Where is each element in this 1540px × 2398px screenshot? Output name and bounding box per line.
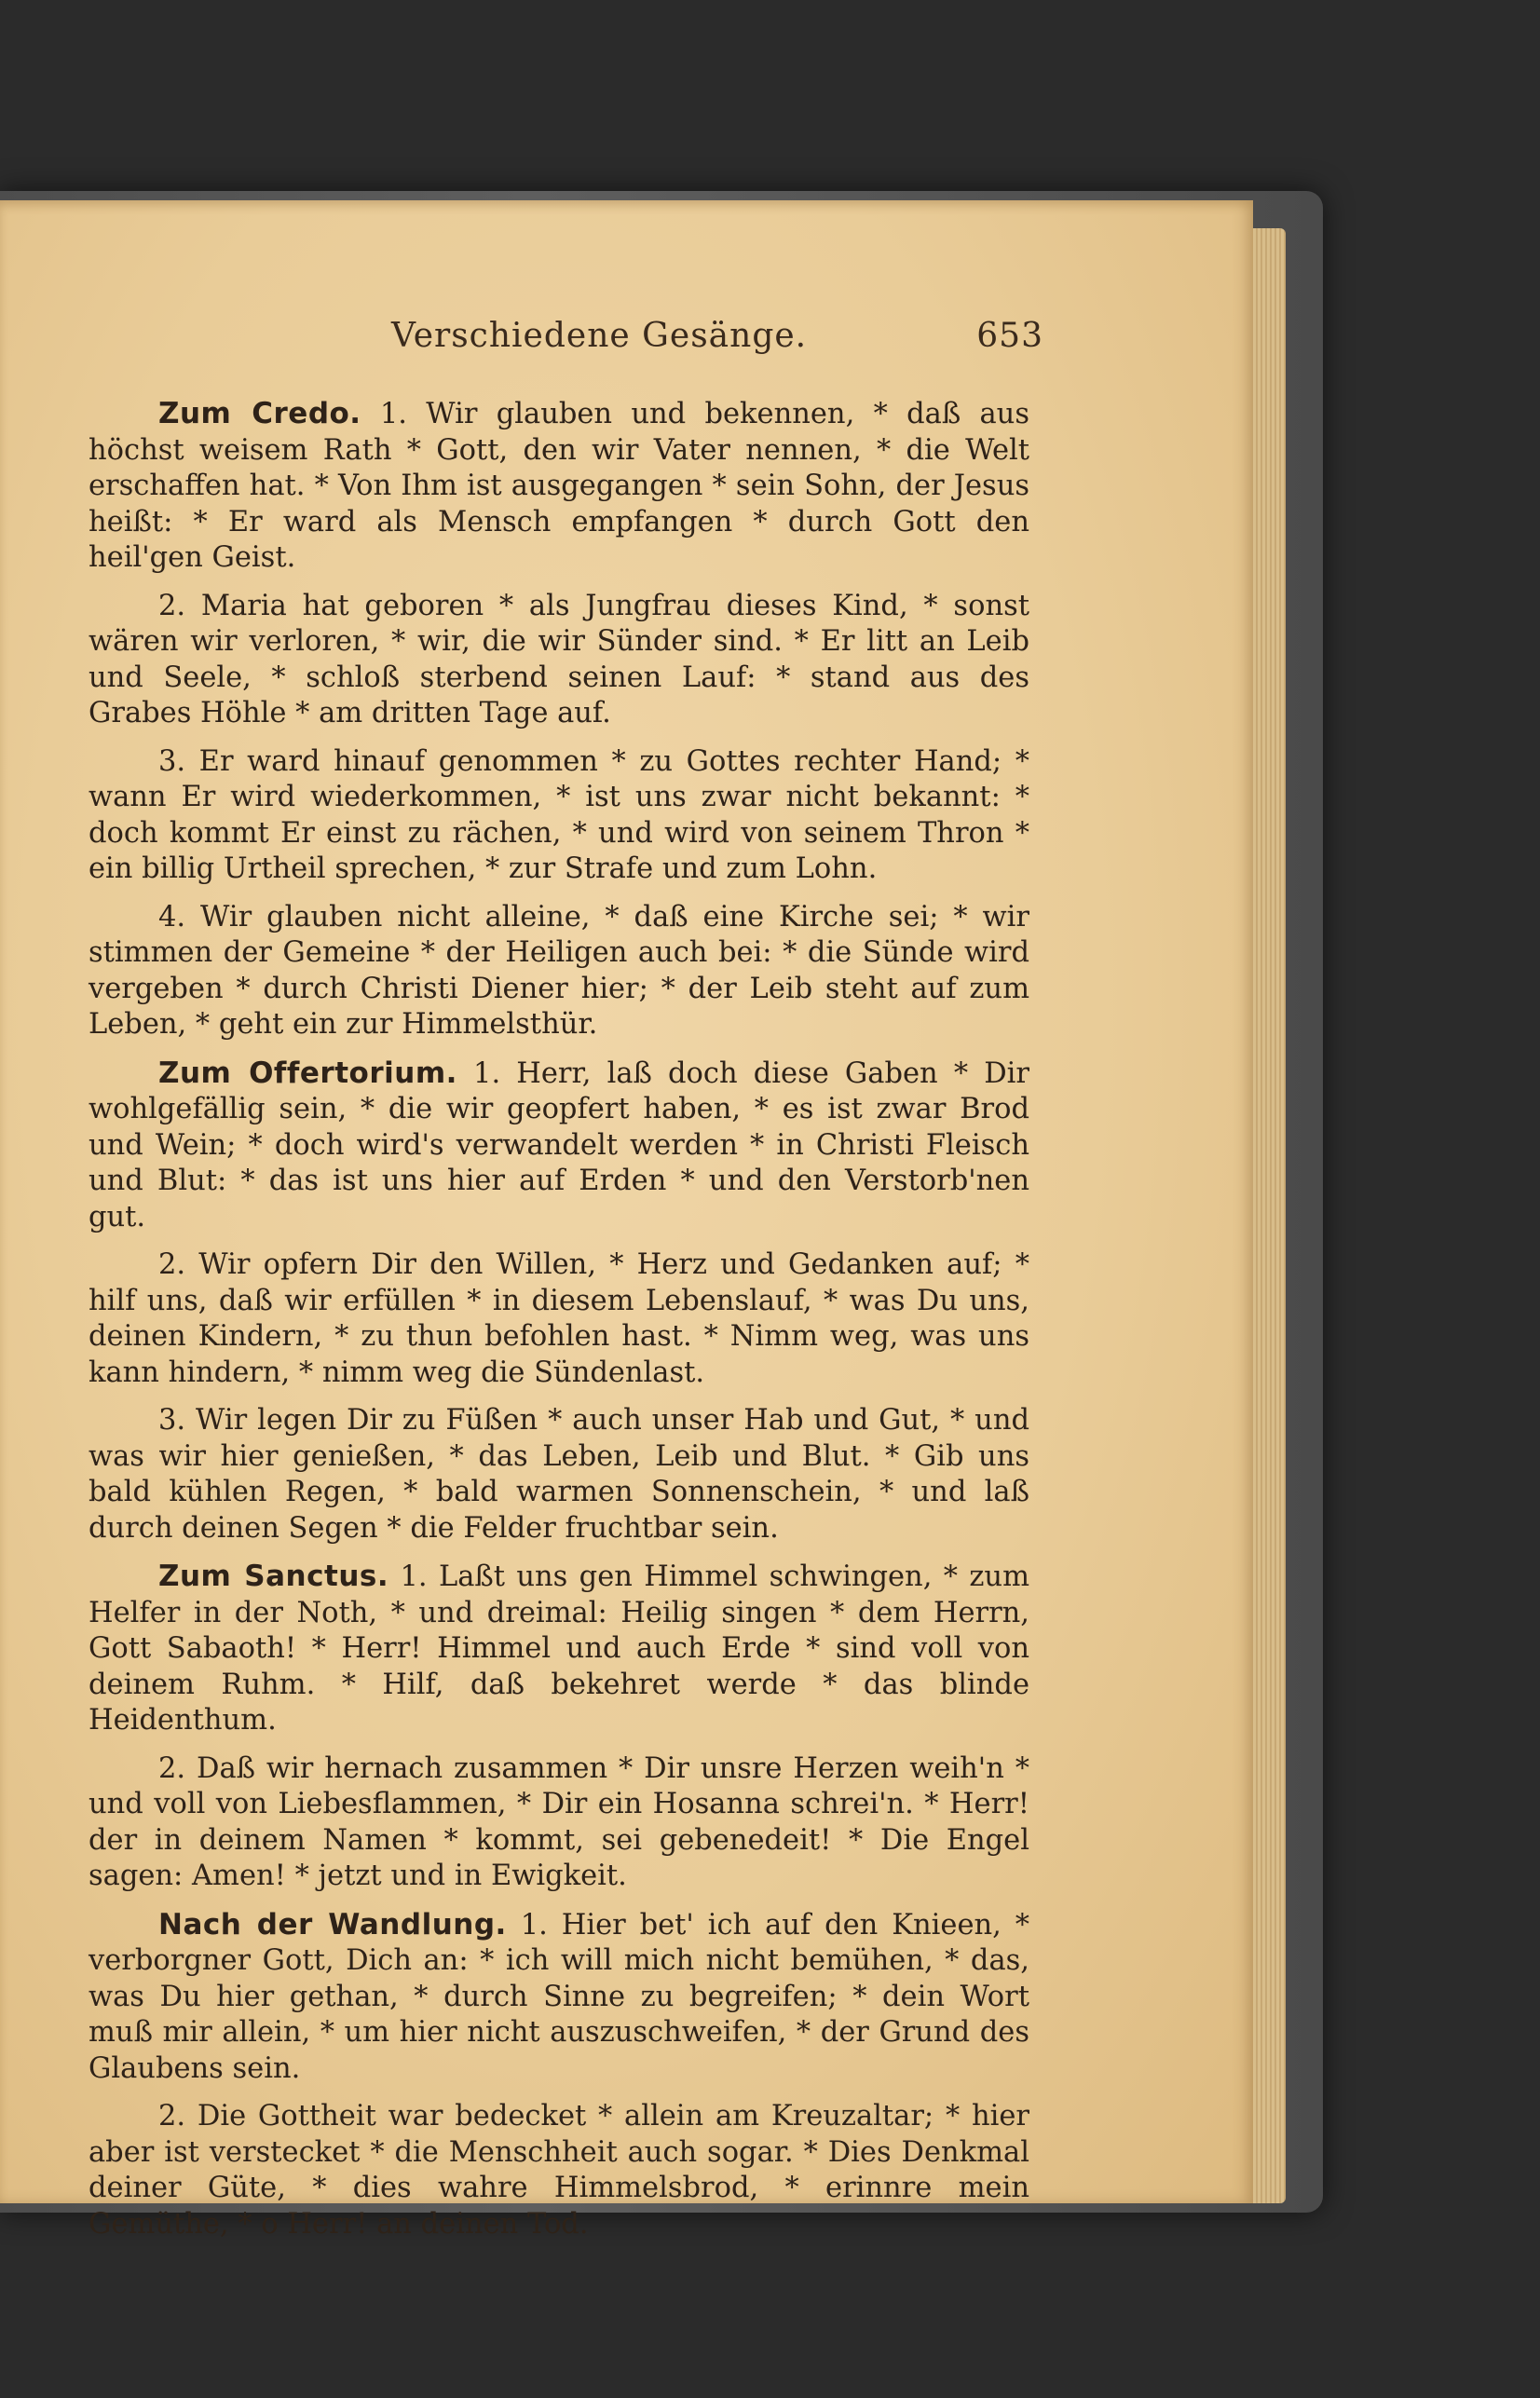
verse: 1. Herr, laß doch diese Gaben * Dir wohlgefällig sein, * die wir geopfert haben, * es ist zwar Brod und Wein; * doch wird's verwandelt werden * in Christi Fleisch und Blut: * das ist uns hier auf Erden * und den Verstorb'nen gut. — [89, 1056, 1029, 1233]
verse: 1. Wir glauben und bekennen, * daß aus höchst weisem Rath * Gott, den wir Vater nennen, * die Welt erschaffen hat. * Von Ihm ist ausgegangen * sein Sohn, der Jesus heißt: * Er ward als Mensch empfangen * durch Gott den heil'gen Geist. — [89, 398, 1029, 574]
verse: 1. Laßt uns gen Himmel schwingen, * zum Helfer in der Noth, * und dreimal: Heilig singen * dem Herrn, Gott Sabaoth! * Herr! Himmel und auch Erde * sind voll von deinem Ruhm. * Hilf, daß bekehret werde * das blinde Heidenthum. — [89, 1560, 1029, 1737]
paragraph — [89, 589, 1029, 732]
verse: 3. Wir legen Dir zu Füßen * auch unser Hab und Gut, * und was wir hier genießen, * das Leben, Leib und Blut. * Gib uns bald kühlen Regen, * bald warmen Sonnenschein, * und laß durch deinen Segen * die Felder fruchtbar sein. — [89, 1404, 1029, 1545]
verse: 3. Er ward hinauf genommen * zu Gottes rechter Hand; * wann Er wird wiederkommen, * ist uns zwar nicht bekannt: * doch kommt Er einst zu rächen, * und wird von seinem Thron * ein billig Urtheil sprechen, * zur Strafe und zum Lohn. — [89, 744, 1029, 885]
verse: 2. Wir opfern Dir den Willen, * Herz und Gedanken auf; * hilf uns, daß wir erfüllen * in diesem Lebenslauf, * was Du uns, deinen Kindern, * zu thun befohlen hast. * Nimm weg, was uns kann hindern, * nimm weg die Sündenlast. — [89, 1248, 1029, 1389]
paragraph — [89, 1403, 1029, 1546]
paragraph — [89, 1907, 1029, 2088]
paragraph — [89, 744, 1029, 888]
verse: 1. Hier bet' ich auf den Knieen, * verborgner Gott, Dich an: * ich will mich nicht bemühen, * das, was Du hier gethan, * durch Sinne zu begreifen; * dein Wort muß mir allein, * um hier nicht auszuschweifen, * der Grund des Glaubens sein. — [89, 1908, 1029, 2085]
running-header — [391, 317, 1043, 373]
section-heading: Zum Credo. — [158, 397, 361, 430]
paragraph — [89, 1559, 1029, 1739]
section-heading: Zum Offertorium. — [158, 1056, 457, 1090]
page-text — [89, 396, 1029, 2255]
paragraph — [89, 1056, 1029, 1236]
paragraph — [89, 1247, 1029, 1391]
running-title: Verschiedene Gesänge. — [391, 317, 808, 355]
paragraph — [89, 900, 1029, 1043]
section-heading: Nach der Wandlung. — [158, 1907, 507, 1942]
paragraph — [89, 2099, 1029, 2242]
page-number: 653 — [976, 317, 1043, 355]
verse: 4. Wir glauben nicht alleine, * daß eine Kirche sei; * wir stimmen der Gemeine * der Heiligen auch bei: * die Sünde wird vergeben * durch Christi Diener hier; * der Leib steht auf zum Leben, * geht ein zur Himmelsthür. — [89, 900, 1029, 1041]
verse: 2. Daß wir hernach zusammen * Dir unsre Herzen weih'n * und voll von Liebesflammen, * Dir ein Hosanna schrei'n. * Herr! der in deinem Namen * kommt, sei gebenedeit! * Die Engel sagen: Amen! * jetzt und in Ewigkeit. — [89, 1751, 1029, 1892]
paragraph — [89, 1751, 1029, 1895]
verse: 2. Die Gottheit war bedecket * allein am Kreuzaltar; * hier aber ist verstecket * die Menschheit auch sogar. * Dies Denkmal deiner Güte, * dies wahre Himmelsbrod, * erinnre mein Gemüthe, * o Herr! an deinen Tod. — [89, 2100, 1029, 2241]
paragraph — [89, 396, 1029, 577]
verse: 2. Maria hat geboren * als Jungfrau dieses Kind, * sonst wären wir verloren, * wir, die wir Sünder sind. * Er litt an Leib und Seele, * schloß sterbend seinen Lauf: * stand aus des Grabes Höhle * am dritten Tage auf. — [89, 589, 1029, 729]
section-heading: Zum Sanctus. — [158, 1560, 389, 1593]
